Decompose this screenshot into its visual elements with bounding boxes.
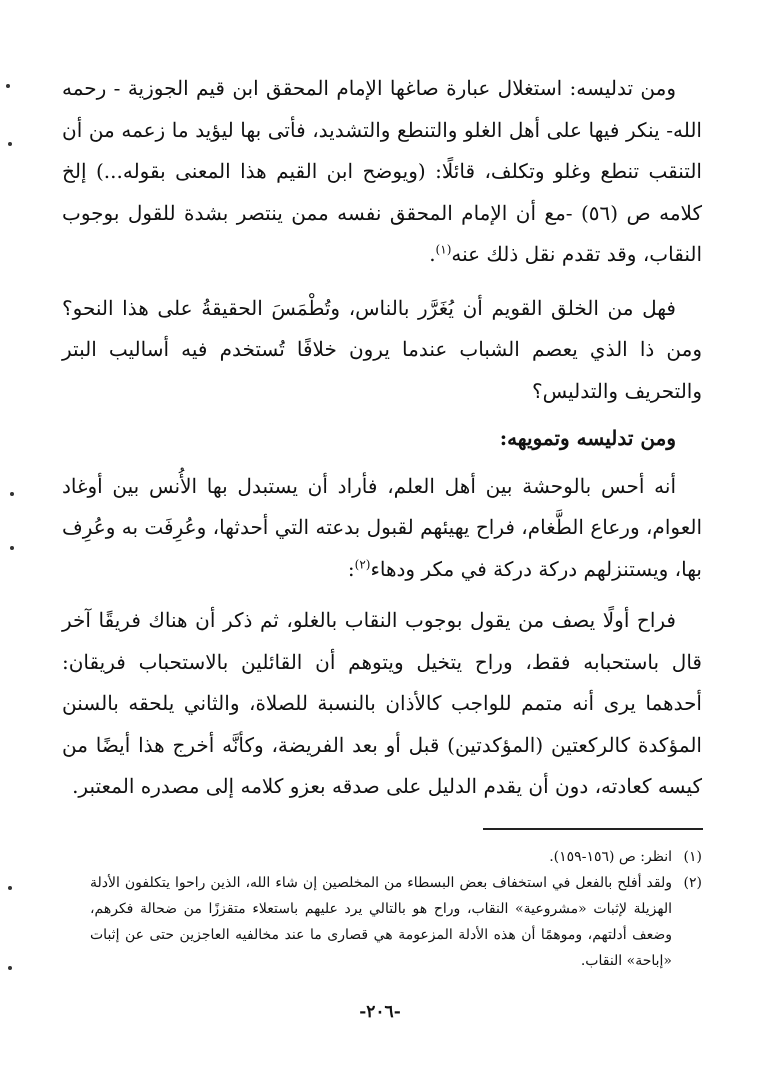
footnotes (90, 844, 702, 974)
margin-mark (10, 546, 14, 550)
margin-mark (8, 966, 12, 970)
footnote-reference[interactable]: (٢) (354, 556, 371, 571)
margin-mark (10, 492, 14, 496)
paragraph-text: فراح أولًا يصف من يقول بوجوب النقاب بالغلو، ثم ذكر أن هناك فريقًا آخر قال باستحبابه فقط، وراح يتخيل ويتوهم أن القائلين بالاستحباب فريقان: أحدهما يرى أنه متمم للواجب كالأذان بالنسبة للصلاة، والثاني يلحقه بالسنن المؤكدة كالركعتين (المؤكدتين) قبل أو بعد الفريضة، وكأنَّه أخرج هذا أيضًا من كيسه كعادته، دون أن يقدم الدليل على صدقه بعزو كلامه إلى مصدره المعتبر. (62, 608, 702, 798)
footnote-text: ولقد أفلح بالفعل في استخفاف بعض البسطاء من المخلصين إن شاء الله، الذين راحوا يتكلفون الأدلة الهزيلة لإثبات «مشروعية» النقاب، وراح هو بالتالي يرد عليهم باستعلاء متقززًا من ضحالة فكرهم، وضعف أدلتهم، وموهمًا أن هذه الأدلة المزعومة هي قصارى ما عند مخالفيه العاجزين حتى عن إثبات «إباحة» النقاب. (90, 875, 672, 969)
paragraph (62, 288, 702, 413)
footnote-text: انظر: ص (١٥٦-١٥٩). (549, 849, 672, 865)
footnote (90, 870, 702, 974)
footnote-reference[interactable]: (١) (435, 242, 452, 257)
heading-text: ومن تدليسه وتمويهه: (499, 426, 676, 450)
paragraph-text: أنه أحس بالوحشة بين أهل العلم، فأراد أن يستبدل بها الأُنس بين أوغاد العوام، ورعاع الطَّغام، فراح يهيئهم لقبول بدعته التي أحدثها، وعُرِفَت به وعُرِف بها، ويستنزلهم دركة دركة في مكر ودهاء (62, 473, 702, 581)
paragraph (62, 466, 702, 591)
footnote-separator (483, 828, 703, 830)
paragraph-text: ومن تدليسه: استغلال عبارة صاغها الإمام المحقق ابن قيم الجوزية - رحمه الله- ينكر فيها على أهل الغلو والتنطع والتشديد، فأتى بها ليؤيد ما زعمه من أن التنقب تنطع وغلو وتكلف، قائلًا: (ويوضح ابن القيم هذا المعنى بقوله...) إلخ كلامه ص (٥٦) -مع أن الإمام المحقق نفسه ممن ينتصر بشدة للقول بوجوب النقاب، وقد تقدم نقل ذلك عنه (62, 76, 702, 266)
paragraph-tail: : (347, 556, 355, 581)
page-number: -٢٠٦- (359, 1002, 401, 1022)
paragraph-text: فهل من الخلق القويم أن يُغَرَّر بالناس، وتُطْمَسَ الحقيقةُ على هذا النحو؟ ومن ذا الذي يعصم الشباب عندما يرون خلافًا تُستخدم فيه أساليب البتر والتحريف والتدليس؟ (62, 295, 702, 403)
paragraph-tail: . (429, 242, 436, 266)
footnote-marker: (١) (683, 849, 702, 865)
margin-mark (8, 886, 12, 890)
margin-mark (8, 142, 12, 146)
main-text (62, 68, 702, 816)
section-heading (62, 418, 702, 460)
footnote-marker: (٢) (683, 875, 702, 891)
margin-mark (6, 84, 10, 88)
paragraph (62, 68, 702, 276)
footnote (90, 844, 702, 870)
paragraph (62, 600, 702, 808)
